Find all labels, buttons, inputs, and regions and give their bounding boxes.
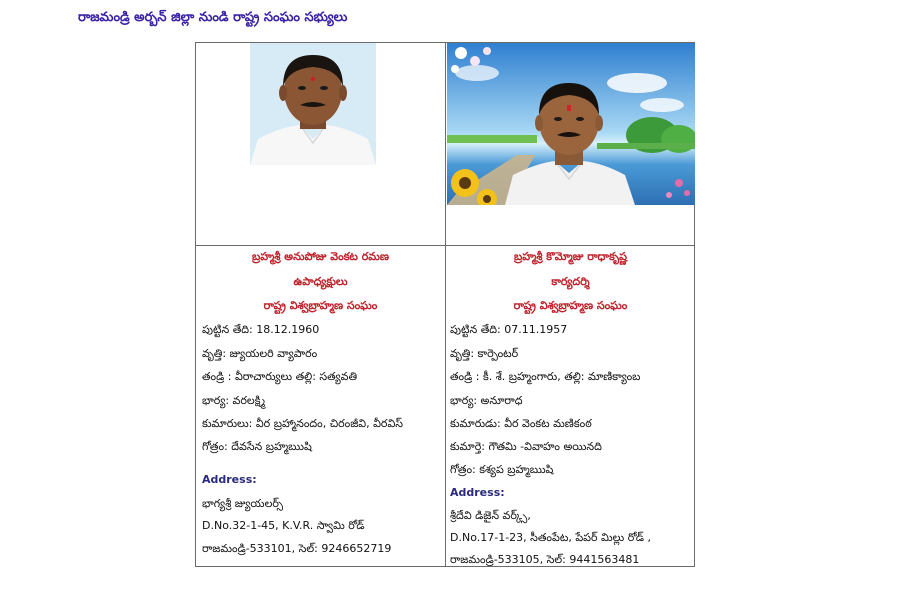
members-table <box>195 42 695 567</box>
member-2-name: బ్రహ్మశ్రీ కొమ్మోజు రాధాకృష్ణ <box>513 250 628 263</box>
member-2-birth-date: పుట్టిన తేది: 07.11.1957 <box>450 323 568 336</box>
member-1-organization: రాష్ట్ర విశ్వబ్రాహ్మణ సంఘం <box>263 299 378 312</box>
member-2-son: కుమారుడు: వీర వెంకట మణికంఠ <box>450 417 592 430</box>
member-2-address-label: Address: <box>450 486 505 499</box>
page-heading: రాజమండ్రి అర్బన్ జిల్లా నుండి రాష్ట్ర సంఘం సభ్యులు <box>78 10 348 25</box>
member-photo-2 <box>447 43 695 205</box>
member-1-designation: ఉపాధ్యక్షులు <box>293 275 348 288</box>
member-2-organization: రాష్ట్ర విశ్వబ్రాహ్మణ సంఘం <box>513 299 628 312</box>
member-2-daughter: కుమార్తె: గౌతమి -వివాహం అయినది <box>450 440 602 453</box>
member-2-designation: కార్యదర్శి <box>551 275 590 288</box>
member-2-address-line3: రాజమండ్రి-533105, సెల్: 9441563481 <box>450 553 640 566</box>
member-2-occupation: వృత్తి: కార్పెంటర్ <box>450 347 519 360</box>
member-1-details <box>196 248 445 563</box>
member-2-address-line2: D.No.17-1-23, సీతంపేట, పేపర్ మిల్లు రోడ్ , <box>450 531 651 544</box>
member-1-name: బ్రహ్మశ్రీ అనుపోజు వెంకట రమణ <box>252 250 389 263</box>
member-1-children: కుమారులు: వీర బ్రహ్మానందం, చిరంజీవి, వీరవిస్ <box>202 417 404 430</box>
member-2-parents: తండ్రి : కీ. శే. బ్రహ్మంగారు, తల్లి: మాణిక్యాంబ <box>450 370 641 383</box>
member-photo-1 <box>250 43 376 165</box>
member-1-gotram: గోత్రం: దేవసేన బ్రహ్మఋషి <box>202 440 312 453</box>
portrait-1-image <box>250 43 376 165</box>
member-1-spouse: భార్య: వరలక్ష్మి <box>202 394 266 407</box>
member-1-birth-date: పుట్టిన తేది: 18.12.1960 <box>202 323 320 336</box>
member-1-address-label: Address: <box>202 473 257 486</box>
member-1-address-line2: D.No.32-1-45, K.V.R. స్వామి రోడ్ <box>202 519 365 532</box>
member-1-parents: తండ్రి : వీరాచార్యులు తల్లి: సత్యవతి <box>202 370 358 383</box>
member-2-spouse: భార్య: అనూరాధ <box>450 394 523 407</box>
member-2-gotram: గోత్రం: కశ్యప బ్రహ్మఋషి <box>450 463 554 476</box>
portrait-2-image <box>447 43 695 205</box>
member-1-address-line3: రాజమండ్రి-533101, సెల్: 9246652719 <box>202 542 392 555</box>
row-divider <box>196 245 694 246</box>
member-1-occupation: వృత్తి: జ్యుయలరి వ్యాపారం <box>202 347 318 360</box>
member-1-address-line1: భాగ్యశ్రీ జ్యుయలర్స్ <box>202 497 284 510</box>
member-2-address-line1: శ్రీదేవి డిజైన్ వర్క్స్, <box>450 509 531 522</box>
member-2-details <box>446 248 695 566</box>
